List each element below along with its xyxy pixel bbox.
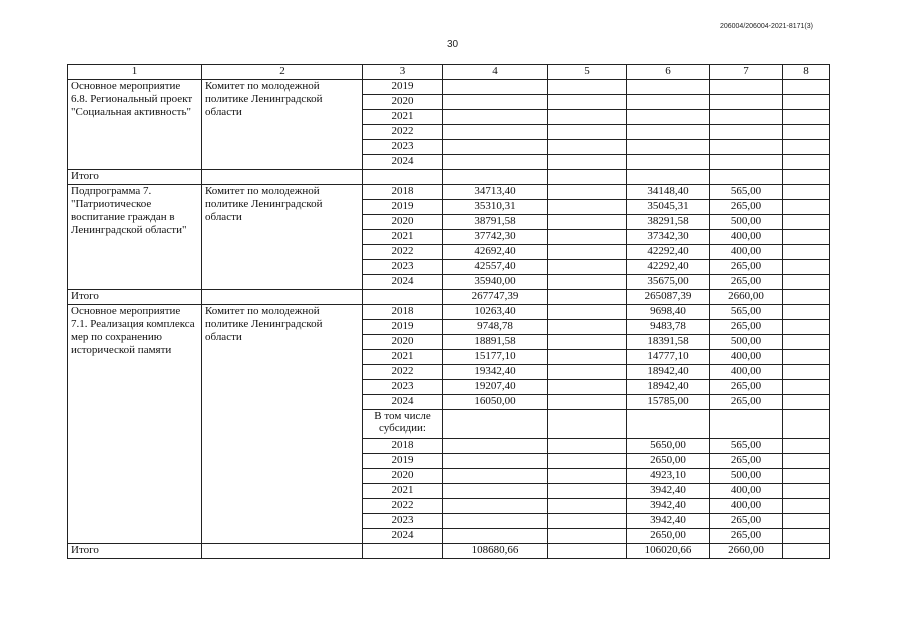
year-cell: 2022: [363, 125, 443, 140]
column-8-cell: [783, 484, 830, 499]
year-cell: 2023: [363, 140, 443, 155]
year-cell: 2021: [363, 350, 443, 365]
total-label-cell: Итого: [68, 170, 202, 185]
committee-cell: Комитет по молодежной политике Ленинградской области: [202, 80, 363, 170]
column-7-cell: [710, 110, 783, 125]
regional-budget-cell: [627, 125, 710, 140]
total-amount-cell: [443, 125, 548, 140]
column-8-cell: [783, 469, 830, 484]
total-amount-cell: 15177,10: [443, 350, 548, 365]
total-amount-cell: 19207,40: [443, 380, 548, 395]
committee-cell: Комитет по молодежной политике Ленинградской области: [202, 185, 363, 290]
column-7-cell: [710, 95, 783, 110]
regional-budget-cell: 3942,40: [627, 514, 710, 529]
total-amount-cell: [443, 484, 548, 499]
column-number: 3: [363, 65, 443, 80]
column-5-cell: [548, 140, 627, 155]
column-7-cell: [710, 80, 783, 95]
regional-budget-cell: 42292,40: [627, 245, 710, 260]
column-5-cell: [548, 484, 627, 499]
year-cell: 2023: [363, 380, 443, 395]
total-amount-cell: 19342,40: [443, 365, 548, 380]
column-number: 6: [627, 65, 710, 80]
column-8-cell: [783, 80, 830, 95]
empty-cell: [202, 170, 363, 185]
empty-cell: [783, 410, 830, 439]
column-8-cell: [783, 140, 830, 155]
column-7-cell: [710, 155, 783, 170]
column-8-cell: [783, 185, 830, 200]
column-8-cell: [783, 529, 830, 544]
column-5-cell: [548, 469, 627, 484]
column-5-cell: [548, 80, 627, 95]
column-8-cell: [783, 320, 830, 335]
table-row: [68, 80, 830, 95]
column-7-cell: 265,00: [710, 260, 783, 275]
column-8-cell: [783, 215, 830, 230]
regional-budget-cell: 35045,31: [627, 200, 710, 215]
committee-cell: Комитет по молодежной политике Ленинградской области: [202, 305, 363, 544]
total-amount-cell: 38791,58: [443, 215, 548, 230]
total-amount-cell: [443, 514, 548, 529]
column-5-cell: [548, 395, 627, 410]
column-5-cell: [548, 155, 627, 170]
column-5-cell: [548, 230, 627, 245]
program-name-cell: Подпрограмма 7. "Патриотическое воспитание граждан в Ленинградской области": [68, 185, 202, 290]
column-5-cell: [548, 305, 627, 320]
column-8-cell: [783, 95, 830, 110]
column-7-cell: 265,00: [710, 514, 783, 529]
total-row: [68, 290, 830, 305]
program-name-cell: Основное мероприятие 6.8. Региональный проект "Социальная активность": [68, 80, 202, 170]
column-5-cell: [548, 529, 627, 544]
column-7-cell: 265,00: [710, 529, 783, 544]
column-7-cell: [710, 140, 783, 155]
column-7-cell: 400,00: [710, 350, 783, 365]
regional-budget-cell: 18391,58: [627, 335, 710, 350]
column-5-cell: [548, 320, 627, 335]
year-cell: 2019: [363, 454, 443, 469]
column-7-cell: [710, 125, 783, 140]
column-number: 7: [710, 65, 783, 80]
column-5-cell: [548, 380, 627, 395]
total-amount-cell: 16050,00: [443, 395, 548, 410]
column-8-cell: [783, 155, 830, 170]
column-number: 4: [443, 65, 548, 80]
column-8-cell: [783, 439, 830, 454]
year-cell: 2024: [363, 395, 443, 410]
year-cell: 2022: [363, 499, 443, 514]
year-cell: 2024: [363, 275, 443, 290]
regional-budget-cell: 42292,40: [627, 260, 710, 275]
year-cell: 2022: [363, 365, 443, 380]
regional-budget-cell: 38291,58: [627, 215, 710, 230]
column-8-cell: [783, 395, 830, 410]
column-5-cell: [548, 350, 627, 365]
column-number: 1: [68, 65, 202, 80]
total-amount-cell: 10263,40: [443, 305, 548, 320]
column-5-cell: [548, 110, 627, 125]
year-cell: 2021: [363, 484, 443, 499]
column-7-cell: 265,00: [710, 395, 783, 410]
column-5-cell: [548, 499, 627, 514]
column-7-cell: 565,00: [710, 305, 783, 320]
regional-budget-cell: 2650,00: [627, 454, 710, 469]
total-amount-cell: [443, 529, 548, 544]
column-5-cell: [548, 260, 627, 275]
regional-budget-cell: 2650,00: [627, 529, 710, 544]
total-amount-cell: 42692,40: [443, 245, 548, 260]
empty-cell: [627, 410, 710, 439]
total-amount-cell: [443, 80, 548, 95]
empty-cell: [548, 544, 627, 559]
year-cell: 2019: [363, 320, 443, 335]
total-row: [68, 170, 830, 185]
regional-budget-cell: 14777,10: [627, 350, 710, 365]
column-5-cell: [548, 514, 627, 529]
column-5-cell: [548, 439, 627, 454]
regional-budget-cell: 35675,00: [627, 275, 710, 290]
total-row: [68, 544, 830, 559]
year-cell: 2018: [363, 439, 443, 454]
total-amount-cell: [443, 95, 548, 110]
total-amount-cell: 42557,40: [443, 260, 548, 275]
empty-cell: [202, 544, 363, 559]
column-8-cell: [783, 380, 830, 395]
column-7-cell: 265,00: [710, 380, 783, 395]
column-number: 8: [783, 65, 830, 80]
column-5-cell: [548, 185, 627, 200]
program-name-cell: Основное мероприятие 7.1. Реализация комплекса мер по сохранению исторической памяти: [68, 305, 202, 544]
column-7-cell: 2660,00: [710, 544, 783, 559]
total-amount-cell: [443, 439, 548, 454]
total-label-cell: Итого: [68, 544, 202, 559]
empty-cell: [548, 290, 627, 305]
regional-budget-cell: [627, 110, 710, 125]
empty-cell: [783, 544, 830, 559]
column-7-cell: 265,00: [710, 454, 783, 469]
regional-budget-cell: [627, 95, 710, 110]
total-amount-cell: 37742,30: [443, 230, 548, 245]
total-amount-cell: [443, 454, 548, 469]
column-8-cell: [783, 499, 830, 514]
column-8-cell: [783, 514, 830, 529]
column-7-cell: 500,00: [710, 215, 783, 230]
empty-cell: [783, 170, 830, 185]
year-cell: 2018: [363, 305, 443, 320]
total-amount-cell: 18891,58: [443, 335, 548, 350]
year-cell: 2021: [363, 230, 443, 245]
regional-budget-cell: 15785,00: [627, 395, 710, 410]
total-amount-cell: [443, 110, 548, 125]
column-5-cell: [548, 125, 627, 140]
column-7-cell: 2660,00: [710, 290, 783, 305]
regional-budget-cell: 9698,40: [627, 305, 710, 320]
column-8-cell: [783, 335, 830, 350]
empty-cell: [202, 290, 363, 305]
regional-budget-cell: 4923,10: [627, 469, 710, 484]
empty-cell: [443, 410, 548, 439]
regional-budget-cell: 37342,30: [627, 230, 710, 245]
year-cell: 2024: [363, 155, 443, 170]
total-amount-cell: 35310,31: [443, 200, 548, 215]
regional-budget-cell: 18942,40: [627, 380, 710, 395]
column-8-cell: [783, 125, 830, 140]
year-cell: 2020: [363, 335, 443, 350]
column-5-cell: [548, 365, 627, 380]
regional-budget-cell: 9483,78: [627, 320, 710, 335]
regional-budget-cell: [627, 80, 710, 95]
column-5-cell: [548, 215, 627, 230]
subsidy-label-cell: В том числе субсидии:: [363, 410, 443, 439]
column-8-cell: [783, 230, 830, 245]
regional-budget-cell: 106020,66: [627, 544, 710, 559]
year-cell: 2023: [363, 514, 443, 529]
regional-budget-cell: [627, 170, 710, 185]
empty-cell: [548, 410, 627, 439]
empty-cell: [363, 170, 443, 185]
total-amount-cell: 34713,40: [443, 185, 548, 200]
column-8-cell: [783, 110, 830, 125]
column-7-cell: 400,00: [710, 484, 783, 499]
regional-budget-cell: 3942,40: [627, 484, 710, 499]
column-7-cell: [710, 170, 783, 185]
year-cell: 2021: [363, 110, 443, 125]
total-label-cell: Итого: [68, 290, 202, 305]
column-7-cell: 265,00: [710, 275, 783, 290]
year-cell: 2024: [363, 529, 443, 544]
empty-cell: [363, 544, 443, 559]
column-7-cell: 400,00: [710, 365, 783, 380]
year-cell: 2018: [363, 185, 443, 200]
document-reference-code: 206004/206004-2021-8171(3): [719, 23, 813, 30]
total-amount-cell: 35940,00: [443, 275, 548, 290]
year-cell: 2019: [363, 80, 443, 95]
column-7-cell: 400,00: [710, 499, 783, 514]
year-cell: 2020: [363, 469, 443, 484]
column-7-cell: 265,00: [710, 200, 783, 215]
total-amount-cell: [443, 140, 548, 155]
column-5-cell: [548, 200, 627, 215]
total-amount-cell: [443, 155, 548, 170]
column-5-cell: [548, 335, 627, 350]
column-7-cell: 265,00: [710, 320, 783, 335]
column-5-cell: [548, 275, 627, 290]
regional-budget-cell: 265087,39: [627, 290, 710, 305]
column-7-cell: 565,00: [710, 185, 783, 200]
year-cell: 2023: [363, 260, 443, 275]
regional-budget-cell: [627, 155, 710, 170]
column-5-cell: [548, 95, 627, 110]
column-7-cell: 500,00: [710, 469, 783, 484]
page-number: 30: [446, 39, 459, 50]
column-7-cell: 565,00: [710, 439, 783, 454]
column-8-cell: [783, 454, 830, 469]
budget-table: [67, 64, 830, 559]
column-8-cell: [783, 350, 830, 365]
column-number: 5: [548, 65, 627, 80]
column-number-row: [68, 65, 830, 80]
empty-cell: [548, 170, 627, 185]
year-cell: 2019: [363, 200, 443, 215]
table-row: [68, 305, 830, 320]
total-amount-cell: 9748,78: [443, 320, 548, 335]
column-number: 2: [202, 65, 363, 80]
regional-budget-cell: 34148,40: [627, 185, 710, 200]
total-amount-cell: [443, 499, 548, 514]
total-amount-cell: [443, 469, 548, 484]
column-8-cell: [783, 245, 830, 260]
column-7-cell: 400,00: [710, 245, 783, 260]
regional-budget-cell: [627, 140, 710, 155]
year-cell: 2022: [363, 245, 443, 260]
empty-cell: [783, 290, 830, 305]
column-8-cell: [783, 365, 830, 380]
column-7-cell: 400,00: [710, 230, 783, 245]
column-8-cell: [783, 275, 830, 290]
regional-budget-cell: 3942,40: [627, 499, 710, 514]
column-5-cell: [548, 245, 627, 260]
empty-cell: [363, 290, 443, 305]
column-7-cell: 500,00: [710, 335, 783, 350]
table-row: [68, 185, 830, 200]
column-8-cell: [783, 200, 830, 215]
total-amount-cell: 267747,39: [443, 290, 548, 305]
budget-table-body: [68, 65, 830, 559]
total-amount-cell: [443, 170, 548, 185]
year-cell: 2020: [363, 215, 443, 230]
total-amount-cell: 108680,66: [443, 544, 548, 559]
regional-budget-cell: 18942,40: [627, 365, 710, 380]
column-5-cell: [548, 454, 627, 469]
empty-cell: [710, 410, 783, 439]
regional-budget-cell: 5650,00: [627, 439, 710, 454]
column-8-cell: [783, 260, 830, 275]
column-8-cell: [783, 305, 830, 320]
year-cell: 2020: [363, 95, 443, 110]
